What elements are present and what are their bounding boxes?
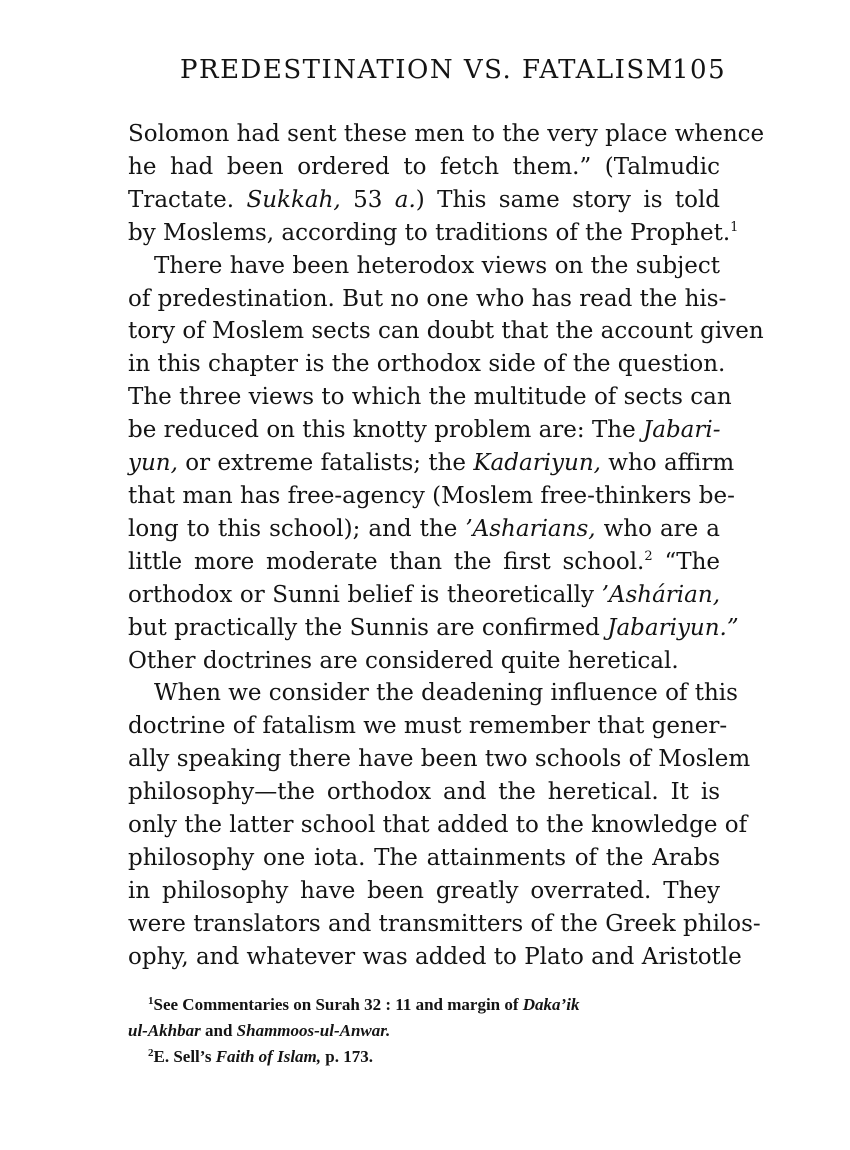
text-line: ally speaking there have been two schools of Moslem: [128, 746, 751, 773]
text-line: yun, or extreme fatalists; the Kadariyun, who affirm: [128, 450, 735, 477]
text-line: doctrine of fatalism we must remember that gener-: [128, 713, 728, 740]
text-line: philosophy one iota. The attainments of the Arabs: [128, 844, 720, 871]
text-line: long to this school); and the ’Asharians, who are a: [128, 515, 720, 542]
text-line: little more moderate than the first school.$^2$ “The: [128, 548, 721, 575]
text-line: Other doctrines are considered quite heretical.: [128, 647, 679, 674]
text-line: by Moslems, according to traditions of the Prophet.$^1$: [128, 219, 739, 246]
text-line: he had been ordered to fetch them.” (Talmudic: [128, 153, 720, 180]
text-line: in philosophy have been greatly overrated. They: [128, 877, 720, 904]
text-line: orthodox or Sunni belief is theoretically ’Ashárian,: [128, 581, 720, 608]
text-line: only the latter school that added to the knowledge of: [128, 812, 748, 839]
text-line: Tractate. Sukkah, 53 a.) This same story is told: [128, 186, 721, 213]
text-line: but practically the Sunnis are confirmed Jabariyun.”: [128, 614, 739, 641]
text-line: ophy, and whatever was added to Plato and Aristotle: [128, 943, 742, 970]
text-line: tory of Moslem sects can doubt that the account given: [128, 318, 764, 345]
text-line: of predestination. But no one who has read the his-: [128, 285, 727, 312]
body-text: [128, 118, 765, 974]
footnotes: [128, 992, 728, 1070]
text-line: in this chapter is the orthodox side of the question.: [128, 351, 726, 378]
footnote-ref-2: 2: [644, 548, 653, 564]
text-line: that man has free-agency (Moslem free-thinkers be-: [128, 482, 735, 509]
text-line: were translators and transmitters of the Greek philos-: [128, 910, 761, 937]
text-line: The three views to which the multitude of sects can: [128, 384, 732, 411]
page-number: 105: [672, 55, 727, 85]
footnote-1: $^1$See Commentaries on Surah 32 : 11 and margin of Daka’ik: [148, 995, 580, 1014]
running-title: PREDESTINATION VS. FATALISM: [180, 55, 674, 85]
text-line: When we consider the deadening influence of this: [154, 680, 738, 707]
footnote-1-cont: ul-Akhbar and Shammoos-ul-Anwar.: [128, 1021, 391, 1040]
text-line: philosophy—the orthodox and the heretical. It is: [128, 779, 720, 806]
text-line: There have been heterodox views on the subject: [154, 252, 720, 279]
text-line: be reduced on this knotty problem are: The Jabari-: [128, 417, 721, 444]
footnote-2: $^2$E. Sell’s Faith of Islam, p. 173.: [148, 1047, 373, 1066]
text-line: Solomon had sent these men to the very place whence: [128, 121, 765, 147]
footnote-ref-1: 1: [730, 219, 739, 235]
